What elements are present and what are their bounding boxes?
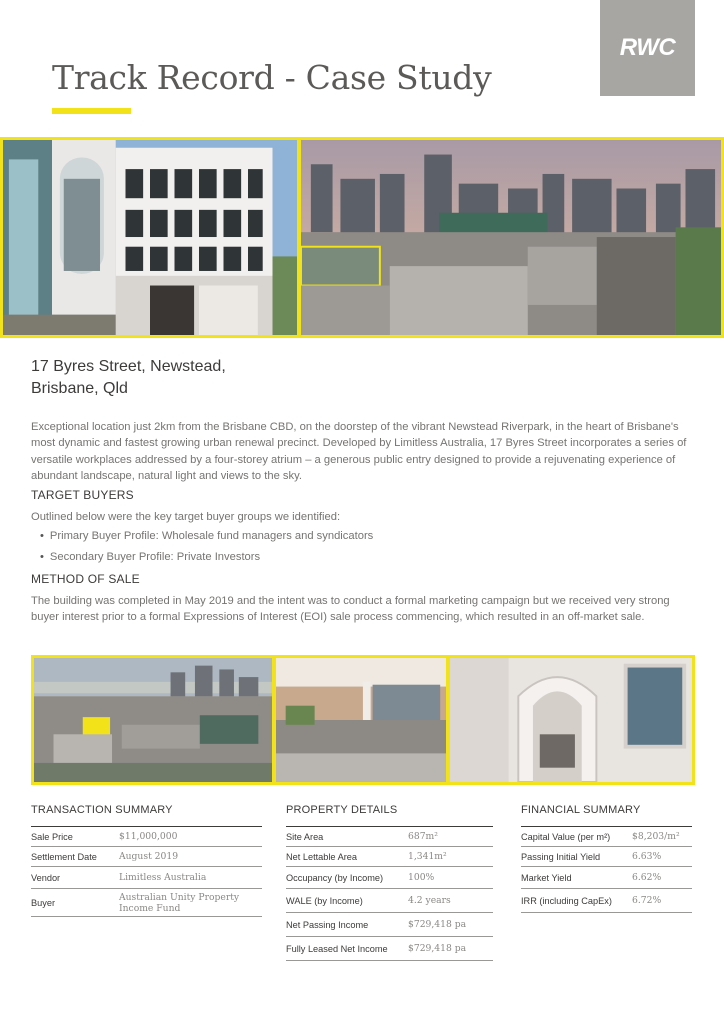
row-label: Site Area [286, 831, 324, 842]
row-value: 1,341m² [408, 851, 447, 862]
rooftop-terrace-photo [273, 655, 449, 785]
page-title: Track Record - Case Study [52, 58, 492, 97]
transaction-summary-title: TRANSACTION SUMMARY [31, 804, 173, 816]
table-row [286, 913, 493, 937]
building-facade-photo [0, 137, 300, 338]
aerial-view-photo [298, 137, 724, 338]
row-value: Limitless Australia [119, 872, 207, 883]
buyer-profile-item: • Secondary Buyer Profile: Private Investors [40, 551, 260, 563]
buyer-profile-item: • Primary Buyer Profile: Wholesale fund managers and syndicators [40, 530, 373, 542]
row-label: Sale Price [31, 831, 73, 842]
logo-text: RWC [619, 34, 676, 61]
method-of-sale-heading: METHOD OF SALE [31, 572, 140, 586]
row-value: $729,418 pa [408, 919, 467, 930]
table-row [521, 889, 692, 913]
row-label: WALE (by Income) [286, 895, 363, 906]
table-row [286, 827, 493, 847]
row-value: $8,203/m² [632, 831, 680, 842]
row-value: 4.2 years [408, 895, 451, 906]
precinct-aerial-photo [31, 655, 275, 785]
rwc-logo [600, 0, 695, 96]
financial-summary-title: FINANCIAL SUMMARY [521, 804, 641, 816]
row-label: Vendor [31, 872, 61, 883]
row-label: Occupancy (by Income) [286, 872, 384, 883]
property-address [31, 356, 226, 400]
property-description: Exceptional location just 2km from the Brisbane CBD, on the doorstep of the vibrant Newstead Riverpark, in the heart of Brisbane's most dynamic and fastest growing urban renewal precinct. Developed by Limitless Australia, 17 Byres Street incorporates a series of versatile workplaces addressed by a four-storey atrium – a generous public entry designed to provide a rejuvenating experience of abundant landscape, natural light and views to the sky. [31, 421, 687, 482]
row-value: 100% [408, 872, 435, 883]
table-row [286, 847, 493, 867]
property-details-table [286, 826, 493, 961]
row-label: IRR (including CapEx) [521, 895, 612, 906]
transaction-summary-table [31, 826, 262, 917]
row-value: August 2019 [119, 851, 179, 862]
target-buyers-intro: Outlined below were the key target buyer groups we identified: [31, 511, 341, 523]
row-value: 687m² [408, 831, 438, 842]
row-label: Net Lettable Area [286, 851, 357, 862]
atrium-interior-photo [447, 655, 695, 785]
row-value: $729,418 pa [408, 943, 467, 954]
method-of-sale-text: The building was completed in May 2019 and the intent was to conduct a formal marketing campaign but we received very strong buyer interest prior to a formal Expressions of Interest (EOI) sale process commencing, which resulted in an off-market sale. [31, 595, 670, 624]
table-row [286, 937, 493, 961]
table-row [521, 847, 692, 867]
target-buyers-heading: TARGET BUYERS [31, 488, 134, 502]
row-value: 6.62% [632, 872, 662, 883]
row-label: Market Yield [521, 872, 572, 883]
row-label: Settlement Date [31, 851, 97, 862]
table-row [31, 847, 262, 867]
row-value: 6.72% [632, 895, 662, 906]
table-row [521, 827, 692, 847]
address-line-1: 17 Byres Street, Newstead, [31, 358, 226, 375]
table-row [286, 889, 493, 913]
row-label: Passing Initial Yield [521, 851, 601, 862]
property-details-title: PROPERTY DETAILS [286, 804, 398, 816]
row-value: 6.63% [632, 851, 662, 862]
table-row [286, 867, 493, 889]
row-value: $11,000,000 [119, 831, 178, 842]
row-label: Fully Leased Net Income [286, 943, 388, 954]
address-line-2: Brisbane, Qld [31, 380, 128, 397]
row-label: Capital Value (per m²) [521, 831, 611, 842]
table-row [31, 889, 262, 917]
row-label: Buyer [31, 897, 56, 908]
title-underline [52, 108, 131, 114]
financial-summary-table [521, 826, 692, 913]
row-label: Net Passing Income [286, 919, 369, 930]
table-row [31, 867, 262, 889]
table-row [31, 827, 262, 847]
row-value: Australian Unity Property Income Fund [119, 891, 240, 914]
table-row [521, 867, 692, 889]
